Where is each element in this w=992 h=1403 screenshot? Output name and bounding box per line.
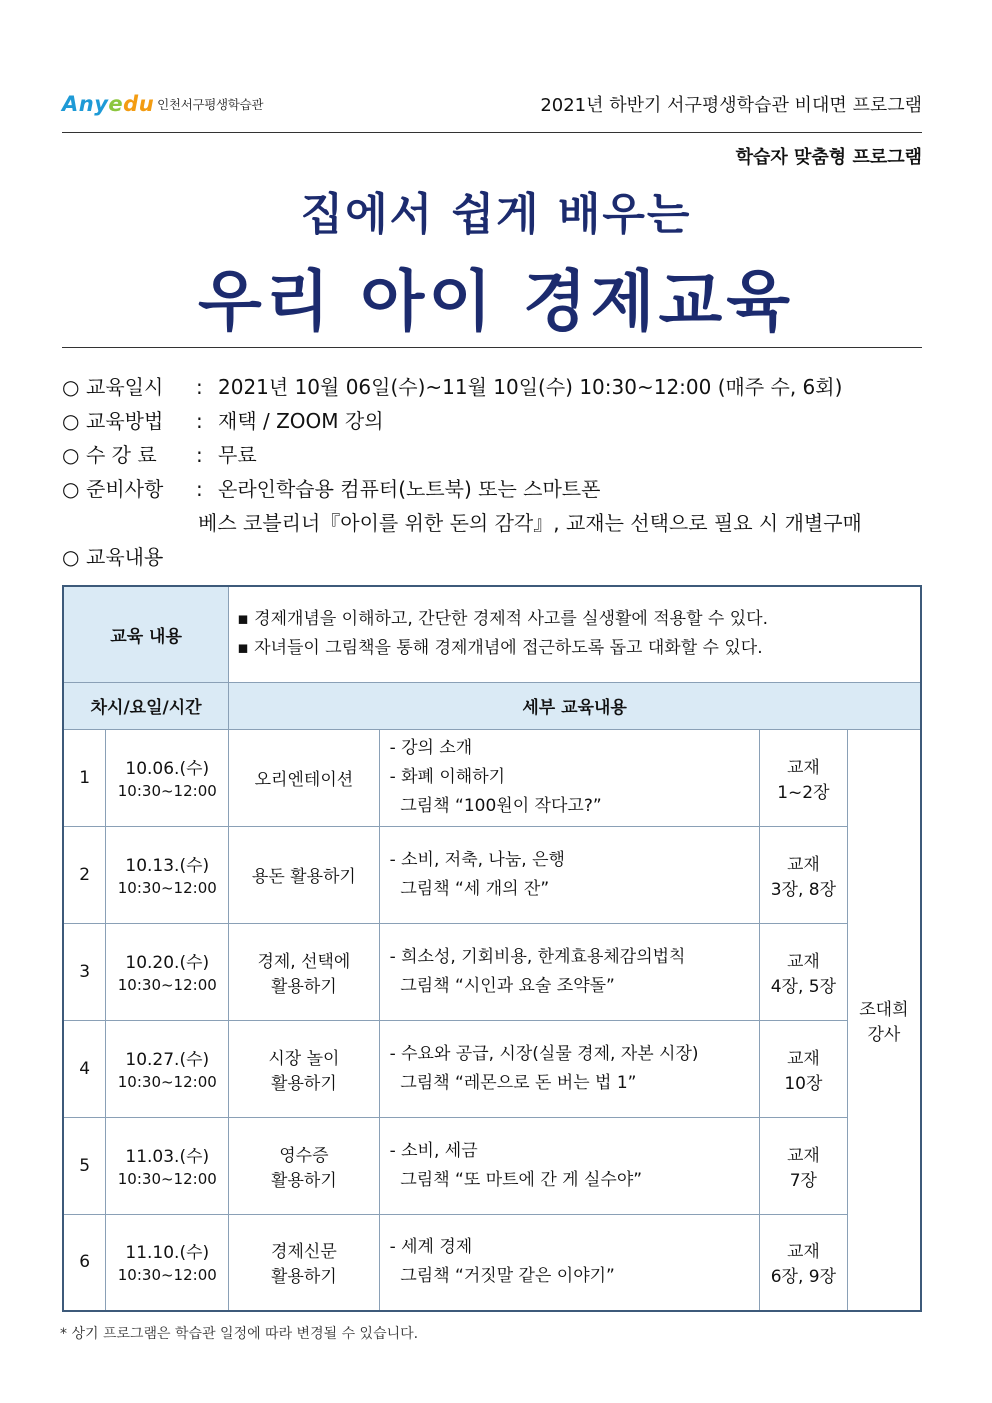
session-detail-cell [379,923,759,1020]
session-time: 10:30~12:00 [117,1169,217,1188]
session-number: 2 [63,826,106,923]
info-colon: : [196,443,203,467]
goal-item: ▪ 자녀들이 그림책을 통해 경제개념에 접근하도록 돕고 대화할 수 있다. [237,638,763,659]
info-label: 수 강 료 [86,443,157,467]
info-colon: : [196,375,203,399]
info-label: 교육일시 [86,375,164,399]
session-detail-cell [379,1117,759,1214]
session-date-cell [106,1214,229,1311]
session-time: 10:30~12:00 [117,1266,217,1285]
session-topic: 용돈 활용하기 [251,867,356,887]
material-label: 교재 [786,1145,820,1166]
session-date: 10.13.(수) [125,855,210,876]
instructor-cell [847,729,921,1311]
logo-brand [62,92,154,116]
info-row-prep-2 [62,506,942,540]
material-chapters: 4장, 5장 [770,976,837,997]
material-cell [760,923,848,1020]
table-row [63,1020,921,1117]
circle-bullet-icon: ○ [62,545,80,569]
session-date: 10.27.(수) [125,1049,210,1070]
instructor-title: 강사 [867,1024,901,1045]
info-row-content [62,540,942,574]
session-topic-cell [229,826,379,923]
material-label: 교재 [786,854,820,875]
session-date: 10.06.(수) [125,758,210,779]
goals-cell [229,586,921,682]
session-topic-cell [229,729,379,826]
session-date-cell [106,729,229,826]
info-row-method [62,404,942,438]
session-date-cell [106,1020,229,1117]
title-line-1: 집에서 쉽게 배우는 [300,189,692,240]
material-chapters: 10장 [784,1073,823,1094]
info-value: 무료 [218,443,257,467]
session-topic: 경제신문 [271,1242,337,1263]
session-topic-2: 활용하기 [271,1073,337,1094]
table-row [63,729,921,826]
session-number: 1 [63,729,106,826]
material-cell [760,1020,848,1117]
detail-line: 그림책 “100원이 작다고?” [389,796,602,816]
table-row [63,923,921,1020]
info-value: 재택 / ZOOM 강의 [218,409,384,433]
info-row-prep [62,472,942,506]
instructor-name: 조대희 [859,999,909,1020]
session-detail-cell [379,826,759,923]
material-label: 교재 [786,1048,820,1069]
detail-line: 그림책 “또 마트에 간 게 실수야” [389,1169,643,1190]
material-label: 교재 [786,1242,820,1263]
logo-part-1: Any [62,92,109,116]
session-detail-cell [379,1020,759,1117]
session-topic-cell [229,923,379,1020]
session-date: 10.20.(수) [125,952,210,973]
logo-part-3: du [123,92,155,116]
info-label: 교육내용 [86,545,164,569]
session-detail-cell [379,1214,759,1311]
material-chapters: 3장, 8장 [770,879,837,900]
material-cell [760,1117,848,1214]
session-date-cell [106,826,229,923]
info-section [62,370,942,574]
session-topic: 영수증 [279,1145,329,1166]
info-value: 온라인학습용 컴퓨터(노트북) 또는 스마트폰 [218,477,601,501]
session-number: 5 [63,1117,106,1214]
circle-bullet-icon: ○ [62,375,80,399]
logo [62,92,263,116]
detail-line: - 세계 경제 [389,1237,473,1258]
session-topic-2: 활용하기 [271,976,337,997]
session-number: 3 [63,923,106,1020]
detail-line: 그림책 “레몬으로 돈 버는 법 1” [389,1072,637,1093]
column-header-row [63,682,921,729]
session-topic-cell [229,1117,379,1214]
circle-bullet-icon: ○ [62,409,80,433]
material-label: 교재 [786,757,820,778]
detail-line: - 강의 소개 [389,738,473,758]
goals-header: 교육 내용 [63,586,229,682]
material-cell [760,1214,848,1311]
logo-part-2: e [108,92,124,116]
material-cell [760,826,848,923]
info-row-fee [62,438,942,472]
material-chapters: 7장 [789,1170,817,1191]
detail-line: - 화폐 이해하기 [389,767,506,787]
logo-org-name: 인천서구평생학습관 [157,97,264,112]
session-topic-cell [229,1020,379,1117]
session-date-cell [106,923,229,1020]
session-time: 10:30~12:00 [117,975,217,994]
session-topic-2: 활용하기 [271,1267,337,1288]
divider-bottom [62,347,922,348]
subtitle: 학습자 맞춤형 프로그램 [735,147,922,168]
session-time: 10:30~12:00 [117,781,217,800]
col-detail-header: 세부 교육내용 [229,682,921,729]
program-label: 2021년 하반기 서구평생학습관 비대면 프로그램 [540,95,922,116]
info-label: 교육방법 [86,409,164,433]
session-date-cell [106,1117,229,1214]
session-date: 11.03.(수) [125,1146,210,1167]
info-row-date [62,370,942,404]
table-row [63,1117,921,1214]
curriculum-table [62,585,922,1312]
session-time: 10:30~12:00 [117,1072,217,1091]
circle-bullet-icon: ○ [62,443,80,467]
info-value-2: 베스 코블리너『아이를 위한 돈의 감각』, 교재는 선택으로 필요 시 개별구매 [198,511,862,535]
material-chapters: 6장, 9장 [770,1267,837,1288]
footnote: * 상기 프로그램은 학습관 일정에 따라 변경될 수 있습니다. [60,1326,419,1342]
info-value: 2021년 10월 06일(수)~11월 10일(수) 10:30~12:00 (매주 수, 6회) [218,375,843,399]
session-topic: 시장 놀이 [268,1048,340,1069]
material-chapters: 1~2장 [777,782,830,803]
session-detail-cell [379,729,759,826]
detail-line: 그림책 “시인과 요술 조약돌” [389,975,615,996]
circle-bullet-icon: ○ [62,477,80,501]
session-topic-cell [229,1214,379,1311]
session-date: 11.10.(수) [125,1243,210,1264]
col-session-header: 차시/요일/시간 [63,682,229,729]
info-label: 준비사항 [86,477,164,501]
material-label: 교재 [786,951,820,972]
session-time: 10:30~12:00 [117,878,217,897]
detail-line: 그림책 “세 개의 잔” [389,878,550,899]
info-colon: : [196,409,203,433]
session-number: 4 [63,1020,106,1117]
detail-line: - 소비, 세금 [389,1140,478,1161]
goal-item: ▪ 경제개념을 이해하고, 간단한 경제적 사고를 실생활에 적용할 수 있다. [237,609,768,630]
session-topic-2: 활용하기 [271,1170,337,1191]
info-colon: : [196,477,203,501]
session-topic: 오리엔테이션 [254,770,354,790]
detail-line: - 희소성, 기회비용, 한계효용체감의법칙 [389,946,686,967]
detail-line: 그림책 “거짓말 같은 이야기” [389,1266,615,1287]
table-row [63,1214,921,1311]
title-line-2: 우리 아이 경제교육 [197,263,794,340]
material-cell [760,729,848,826]
session-number: 6 [63,1214,106,1311]
table-row [63,826,921,923]
detail-line: - 수요와 공급, 시장(실물 경제, 자본 시장) [389,1043,699,1064]
goals-row [63,586,921,682]
session-topic: 경제, 선택에 [257,951,351,972]
detail-line: - 소비, 저축, 나눔, 은행 [389,849,565,870]
divider-top [62,132,922,133]
